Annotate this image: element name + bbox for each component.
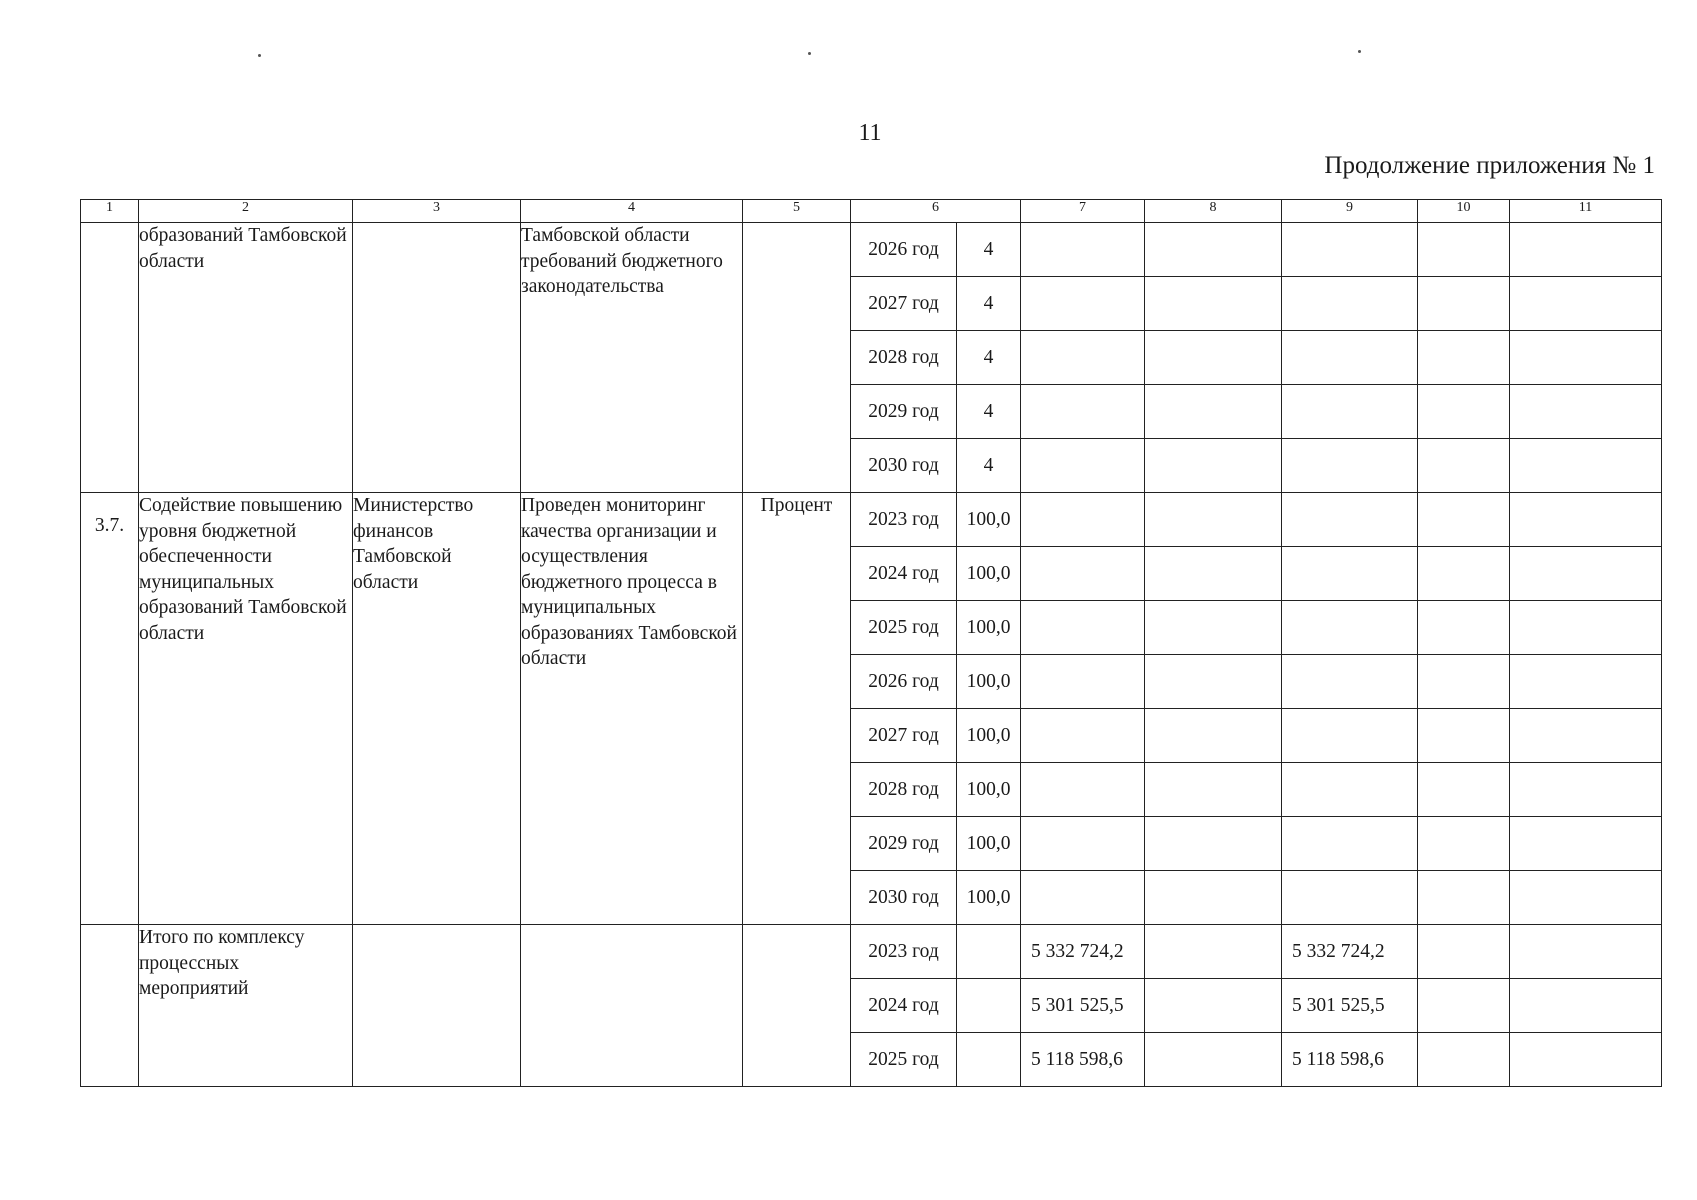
funding-federal [1145,385,1282,439]
funding-regional: 5 118 598,6 [1282,1033,1418,1087]
indicator-value [957,979,1021,1033]
funding-regional [1282,223,1418,277]
funding-other [1510,223,1662,277]
item-number [81,223,139,493]
item-number [81,925,139,1087]
funding-federal [1145,817,1282,871]
funding-local [1418,709,1510,763]
funding-total [1021,763,1145,817]
funding-regional [1282,331,1418,385]
funding-total [1021,493,1145,547]
responsible-executor: Министерство финансов Тамбовской области [353,493,521,925]
measure-unit: Процент [743,493,851,925]
funding-regional [1282,871,1418,925]
item-number: 3.7. [81,493,139,925]
funding-regional [1282,601,1418,655]
funding-total [1021,223,1145,277]
year-cell: 2028 год [851,763,957,817]
year-cell: 2025 год [851,601,957,655]
year-cell: 2029 год [851,385,957,439]
indicator-value: 4 [957,277,1021,331]
column-number: 9 [1282,200,1418,223]
funding-federal [1145,655,1282,709]
funding-other [1510,493,1662,547]
table-row [81,493,1662,547]
indicator-value [957,1033,1021,1087]
funding-regional: 5 332 724,2 [1282,925,1418,979]
year-cell: 2028 год [851,331,957,385]
responsible-executor [353,223,521,493]
funding-local [1418,439,1510,493]
funding-other [1510,385,1662,439]
year-cell: 2023 год [851,925,957,979]
annex-caption: Продолжение приложения № 1 [1324,152,1655,179]
column-number: 1 [81,200,139,223]
year-cell: 2026 год [851,655,957,709]
funding-other [1510,439,1662,493]
column-number: 10 [1418,200,1510,223]
funding-local [1418,223,1510,277]
measure-unit [743,925,851,1087]
funding-local [1418,925,1510,979]
column-number: 11 [1510,200,1662,223]
table-row [81,223,1662,277]
funding-local [1418,763,1510,817]
funding-regional [1282,277,1418,331]
year-cell: 2027 год [851,709,957,763]
column-number: 2 [139,200,353,223]
funding-federal [1145,277,1282,331]
expected-result [521,925,743,1087]
item-name: Итого по комплексу процессных мероприятий [139,925,353,1087]
funding-other [1510,871,1662,925]
funding-other [1510,979,1662,1033]
column-number: 4 [521,200,743,223]
expected-result: Тамбовской области требований бюджетного законодательства [521,223,743,493]
column-number: 7 [1021,200,1145,223]
funding-other [1510,601,1662,655]
indicator-value: 100,0 [957,709,1021,763]
funding-local [1418,385,1510,439]
measure-unit [743,223,851,493]
funding-regional [1282,763,1418,817]
funding-local [1418,979,1510,1033]
funding-local [1418,655,1510,709]
funding-local [1418,1033,1510,1087]
funding-other [1510,817,1662,871]
year-cell: 2025 год [851,1033,957,1087]
funding-federal [1145,925,1282,979]
year-cell: 2030 год [851,439,957,493]
funding-other [1510,709,1662,763]
funding-regional [1282,439,1418,493]
year-cell: 2023 год [851,493,957,547]
budget-table [80,199,1662,1087]
indicator-value: 100,0 [957,655,1021,709]
funding-local [1418,817,1510,871]
funding-other [1510,1033,1662,1087]
funding-federal [1145,493,1282,547]
funding-total [1021,817,1145,871]
indicator-value: 100,0 [957,547,1021,601]
funding-total [1021,547,1145,601]
funding-federal [1145,709,1282,763]
funding-regional: 5 301 525,5 [1282,979,1418,1033]
funding-total [1021,871,1145,925]
expected-result: Проведен мониторинг качества организации и осуществления бюджетного процесса в муниципальных образованиях Тамбовской области [521,493,743,925]
funding-local [1418,601,1510,655]
funding-local [1418,871,1510,925]
indicator-value: 4 [957,439,1021,493]
column-number: 3 [353,200,521,223]
funding-regional [1282,709,1418,763]
column-number-row [81,200,1662,223]
funding-regional [1282,817,1418,871]
funding-regional [1282,385,1418,439]
responsible-executor [353,925,521,1087]
item-name: образований Тамбовской области [139,223,353,493]
scan-speck [1358,50,1361,53]
funding-local [1418,493,1510,547]
funding-federal [1145,547,1282,601]
funding-federal [1145,979,1282,1033]
page-number: 11 [858,120,882,146]
funding-federal [1145,1033,1282,1087]
funding-total: 5 332 724,2 [1021,925,1145,979]
year-cell: 2030 год [851,871,957,925]
indicator-value: 100,0 [957,871,1021,925]
column-number: 8 [1145,200,1282,223]
indicator-value: 4 [957,223,1021,277]
year-cell: 2027 год [851,277,957,331]
funding-regional [1282,493,1418,547]
funding-local [1418,547,1510,601]
funding-total [1021,655,1145,709]
item-name: Содействие повышению уровня бюджетной обеспеченности муниципальных образований Тамбовской области [139,493,353,925]
indicator-value: 100,0 [957,601,1021,655]
year-cell: 2026 год [851,223,957,277]
indicator-value: 4 [957,331,1021,385]
funding-local [1418,277,1510,331]
scan-speck [258,54,261,57]
funding-federal [1145,601,1282,655]
funding-other [1510,925,1662,979]
funding-federal [1145,331,1282,385]
funding-total [1021,709,1145,763]
funding-total [1021,385,1145,439]
funding-federal [1145,223,1282,277]
funding-total [1021,277,1145,331]
indicator-value: 100,0 [957,817,1021,871]
year-cell: 2024 год [851,979,957,1033]
scan-speck [808,52,811,55]
funding-federal [1145,439,1282,493]
column-number: 5 [743,200,851,223]
funding-regional [1282,547,1418,601]
funding-total: 5 301 525,5 [1021,979,1145,1033]
year-cell: 2029 год [851,817,957,871]
funding-other [1510,655,1662,709]
funding-total [1021,601,1145,655]
funding-other [1510,331,1662,385]
column-number: 6 [851,200,1021,223]
indicator-value [957,925,1021,979]
funding-local [1418,331,1510,385]
funding-regional [1282,655,1418,709]
indicator-value: 4 [957,385,1021,439]
indicator-value: 100,0 [957,493,1021,547]
funding-federal [1145,763,1282,817]
funding-total: 5 118 598,6 [1021,1033,1145,1087]
funding-federal [1145,871,1282,925]
funding-other [1510,763,1662,817]
indicator-value: 100,0 [957,763,1021,817]
table-row [81,925,1662,979]
funding-other [1510,277,1662,331]
funding-total [1021,439,1145,493]
funding-total [1021,331,1145,385]
year-cell: 2024 год [851,547,957,601]
funding-other [1510,547,1662,601]
